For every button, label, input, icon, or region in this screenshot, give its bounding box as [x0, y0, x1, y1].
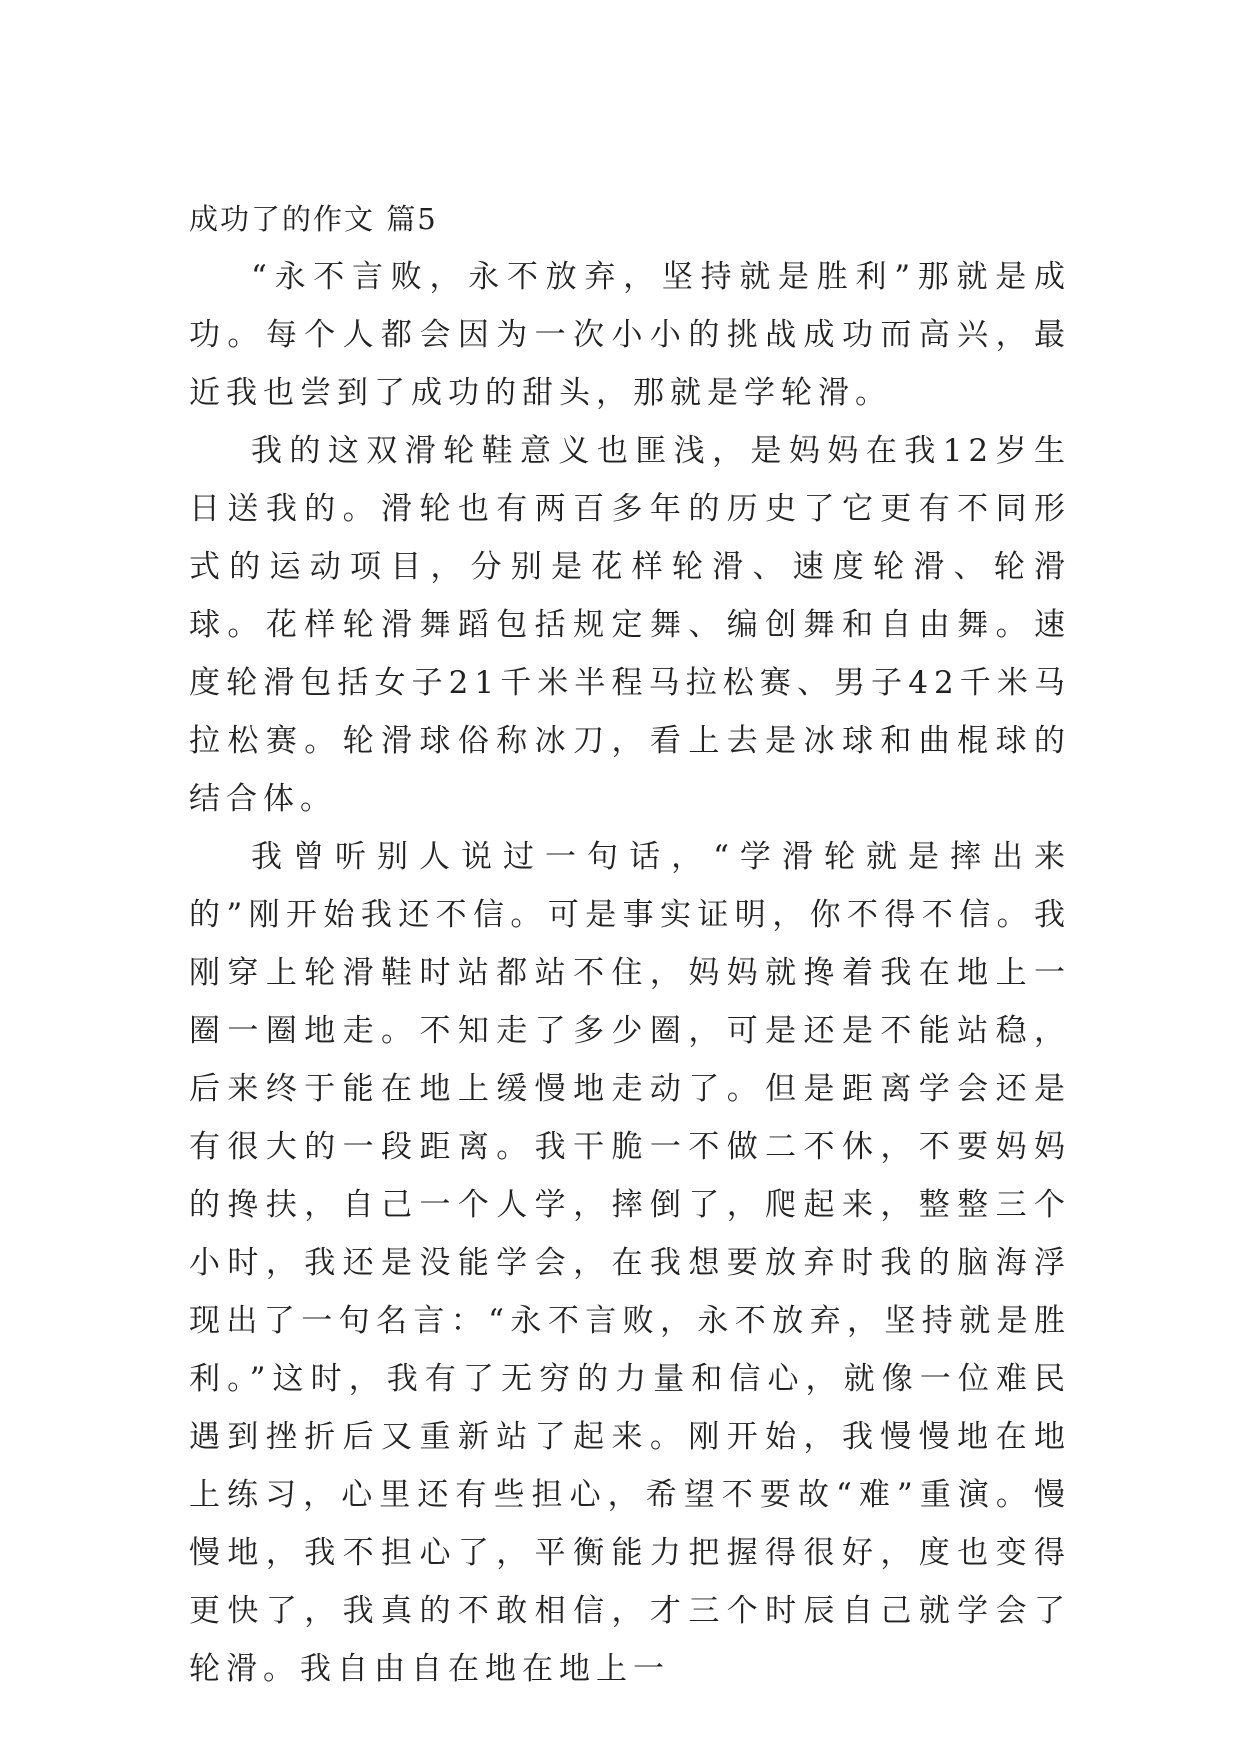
paragraph-2: 我的这双滑轮鞋意义也匪浅，是妈妈在我12岁生日送我的。滑轮也有两百多年的历史了它更有不同形式的运动项目，分别是花样轮滑、速度轮滑、轮滑球。花样轮滑舞蹈包括规定舞、编创舞和自由舞。速度轮滑包括女子21千米半程马拉松赛、男子42千米马拉松赛。轮滑球俗称冰刀，看上去是冰球和曲棍球的结合体。: [189, 433, 1071, 817]
paragraph-3: 我曾听别人说过一句话，“学滑轮就是摔出来的”刚开始我还不信。可是事实证明，你不得不信。我刚穿上轮滑鞋时站都站不住，妈妈就搀着我在地上一圈一圈地走。不知走了多少圈，可是还是不能站稳，后来终于能在地上缓慢地走动了。但是距离学会还是有很大的一段距离。我干脆一不做二不休，不要妈妈的搀扶，自己一个人学，摔倒了，爬起来，整整三个小时，我还是没能学会，在我想要放弃时我的脑海浮现出了一句名言：“永不言败，永不放弃，坚持就是胜利。”这时，我有了无穷的力量和信心，就像一位难民遇到挫折后又重新站了起来。刚开始，我慢慢地在地上练习，心里还有些担心，希望不要故“难”重演。慢慢地，我不担心了，平衡能力把握得很好，度也变得更快了，我真的不敢相信，才三个时辰自己就学会了轮滑。我自由自在地在地上一: [189, 839, 1071, 1687]
paragraph-1: “永不言败，永不放弃，坚持就是胜利”那就是成功。每个人都会因为一次小小的挑战成功而高兴，最近我也尝到了成功的甜头，那就是学轮滑。: [189, 259, 1071, 411]
document-title: 成功了的作文 篇5: [189, 202, 438, 236]
document-page: [189, 190, 1071, 1698]
